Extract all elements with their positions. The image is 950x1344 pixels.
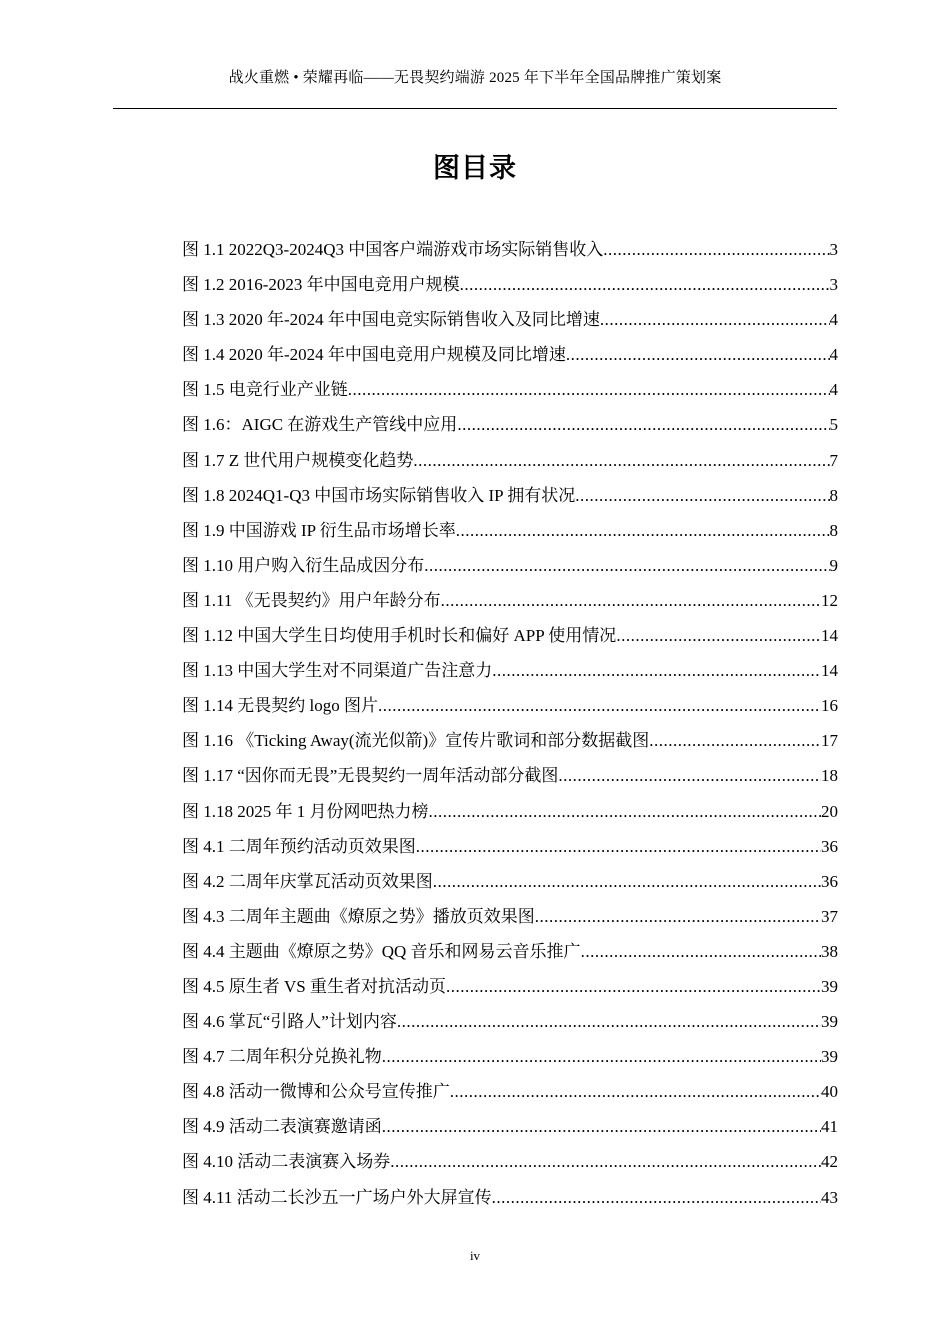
dot-leader: [616, 618, 821, 653]
dot-leader: [649, 723, 821, 758]
dot-leader: [397, 1004, 821, 1039]
toc-entry-page-number: 5: [829, 415, 838, 435]
toc-entry-label: 图 1.12 中国大学生日均使用手机时长和偏好 APP 使用情况: [182, 626, 617, 646]
toc-entry-label: 图 1.17 “因你而无畏”无畏契约一周年活动部分截图: [182, 766, 559, 786]
toc-entry-label: 图 1.18 2025 年 1 月份网吧热力榜: [182, 801, 429, 821]
dot-leader: [566, 337, 830, 372]
toc-entry[interactable]: [182, 723, 838, 758]
toc-entry[interactable]: [182, 1039, 838, 1074]
toc-entry[interactable]: [182, 478, 838, 513]
toc-entry[interactable]: [182, 864, 838, 899]
toc-entry-page-number: 37: [821, 906, 838, 926]
toc-entry-label: 图 1.5 电竞行业产业链: [182, 380, 348, 400]
toc-entry[interactable]: [182, 583, 838, 618]
toc-entry[interactable]: [182, 1074, 838, 1109]
toc-entry[interactable]: [182, 758, 838, 793]
toc-entry-page-number: 8: [829, 520, 838, 540]
toc-entry[interactable]: [182, 688, 838, 723]
dot-leader: [413, 443, 829, 478]
dot-leader: [492, 1180, 821, 1215]
dot-leader: [382, 1039, 821, 1074]
toc-entry-label: 图 1.6：AIGC 在游戏生产管线中应用: [182, 415, 458, 435]
dot-leader: [348, 372, 830, 407]
toc-entry-label: 图 1.1 2022Q3-2024Q3 中国客户端游戏市场实际销售收入: [182, 240, 604, 259]
toc-entry-label: 图 4.1 二周年预约活动页效果图: [182, 836, 416, 856]
toc-entry-label: 图 4.4 主题曲《燎原之势》QQ 音乐和网易云音乐推广: [182, 941, 581, 961]
dot-leader: [433, 864, 821, 899]
toc-entry[interactable]: [182, 794, 838, 829]
toc-entry-page-number: 39: [821, 976, 838, 996]
toc-entry-label: 图 1.7 Z 世代用户规模变化趋势: [182, 450, 414, 470]
toc-entry-label: 图 4.5 原生者 VS 重生者对抗活动页: [182, 976, 446, 996]
toc-entry[interactable]: [182, 337, 838, 372]
toc-entry-label: 图 1.2 2016-2023 年中国电竞用户规模: [182, 275, 460, 295]
toc-entry[interactable]: [182, 443, 838, 478]
toc-entry-page-number: 39: [821, 1047, 838, 1067]
toc-entry-page-number: 39: [821, 1012, 838, 1032]
toc-entry-label: 图 1.10 用户购入衍生品成因分布: [182, 555, 425, 575]
toc-entry-page-number: 17: [821, 731, 838, 751]
toc-entry-label: 图 1.8 2024Q1-Q3 中国市场实际销售收入 IP 拥有状况: [182, 485, 576, 505]
toc-entry-page-number: 12: [821, 590, 838, 610]
toc-entry[interactable]: [182, 513, 838, 548]
toc-entry-label: 图 4.9 活动二表演赛邀请函: [182, 1117, 382, 1137]
dot-leader: [450, 1074, 821, 1109]
toc-entry[interactable]: [182, 899, 838, 934]
toc-entry-label: 图 4.3 二周年主题曲《燎原之势》播放页效果图: [182, 906, 535, 926]
toc-entry-page-number: 3: [829, 240, 838, 259]
dot-leader: [603, 232, 829, 267]
toc-entry[interactable]: [182, 934, 838, 969]
running-header: 战火重燃 • 荣耀再临——无畏契约端游 2025 年下半年全国品牌推广策划案: [228, 70, 722, 86]
toc-entry[interactable]: [182, 653, 838, 688]
toc-entry-label: 图 1.13 中国大学生对不同渠道广告注意力: [182, 661, 493, 681]
figure-list: [182, 232, 838, 1215]
toc-entry-label: 图 4.11 活动二长沙五一广场户外大屏宣传: [182, 1187, 492, 1207]
toc-entry-page-number: 4: [829, 345, 838, 365]
toc-entry[interactable]: [182, 372, 838, 407]
dot-leader: [424, 548, 829, 583]
toc-entry-label: 图 4.10 活动二表演赛入场券: [182, 1152, 391, 1172]
toc-entry-page-number: 18: [821, 766, 838, 786]
toc-entry-page-number: 7: [829, 450, 838, 470]
toc-entry-label: 图 1.16 《Ticking Away(流光似箭)》宣传片歌词和部分数据截图: [182, 731, 650, 751]
toc-entry-page-number: 38: [821, 941, 838, 961]
toc-entry[interactable]: [182, 969, 838, 1004]
toc-entry-label: 图 4.2 二周年庆掌瓦活动页效果图: [182, 871, 433, 891]
toc-entry-label: 图 1.3 2020 年-2024 年中国电竞实际销售收入及同比增速: [182, 310, 600, 330]
toc-entry-page-number: 36: [821, 871, 838, 891]
toc-entry-page-number: 16: [821, 696, 838, 716]
toc-entry-page-number: 14: [821, 661, 838, 681]
toc-entry-label: 图 1.14 无畏契约 logo 图片: [182, 696, 378, 716]
toc-entry[interactable]: [182, 407, 838, 442]
header-divider: [113, 108, 837, 109]
toc-entry-page-number: 40: [821, 1082, 838, 1102]
toc-entry-label: 图 4.6 掌瓦“引路人”计划内容: [182, 1012, 397, 1032]
dot-leader: [446, 969, 821, 1004]
toc-entry[interactable]: [182, 618, 838, 653]
toc-entry-page-number: 20: [821, 801, 838, 821]
toc-entry-page-number: 41: [821, 1117, 838, 1137]
toc-entry-page-number: 9: [829, 555, 838, 575]
toc-entry-label: 图 1.9 中国游戏 IP 衍生品市场增长率: [182, 520, 456, 540]
dot-leader: [382, 1109, 821, 1144]
toc-entry-label: 图 4.7 二周年积分兑换礼物: [182, 1047, 382, 1067]
toc-entry[interactable]: [182, 302, 838, 337]
dot-leader: [456, 513, 830, 548]
toc-entry-label: 图 4.8 活动一微博和公众号宣传推广: [182, 1082, 450, 1102]
toc-entry-page-number: 43: [821, 1187, 838, 1207]
dot-leader: [575, 478, 829, 513]
toc-entry-page-number: 14: [821, 626, 838, 646]
toc-entry[interactable]: [182, 548, 838, 583]
dot-leader: [429, 794, 822, 829]
toc-entry-page-number: 4: [829, 380, 838, 400]
toc-entry[interactable]: [182, 267, 838, 302]
dot-leader: [416, 829, 821, 864]
dot-leader: [581, 934, 821, 969]
dot-leader: [535, 899, 821, 934]
toc-entry-page-number: 42: [821, 1152, 838, 1172]
dot-leader: [492, 653, 821, 688]
page-title: 图目录: [433, 153, 517, 184]
toc-entry-label: 图 1.4 2020 年-2024 年中国电竞用户规模及同比增速: [182, 345, 566, 365]
dot-leader: [378, 688, 821, 723]
toc-entry[interactable]: [182, 1144, 838, 1179]
toc-entry-label: 图 1.11 《无畏契约》用户年龄分布: [182, 590, 441, 610]
toc-entry-page-number: 4: [829, 310, 838, 330]
dot-leader: [600, 302, 830, 337]
toc-entry[interactable]: [182, 829, 838, 864]
dot-leader: [390, 1144, 821, 1179]
dot-leader: [558, 758, 821, 793]
page-number: iv: [469, 1248, 481, 1263]
toc-entry-page-number: 3: [829, 275, 838, 295]
toc-entry[interactable]: [182, 1180, 838, 1215]
dot-leader: [460, 267, 830, 302]
toc-entry-page-number: 36: [821, 836, 838, 856]
dot-leader: [441, 583, 821, 618]
toc-entry[interactable]: [182, 1004, 838, 1039]
toc-entry[interactable]: [182, 1109, 838, 1144]
toc-entry-page-number: 8: [829, 485, 838, 505]
dot-leader: [457, 407, 829, 442]
toc-entry[interactable]: [182, 232, 838, 267]
